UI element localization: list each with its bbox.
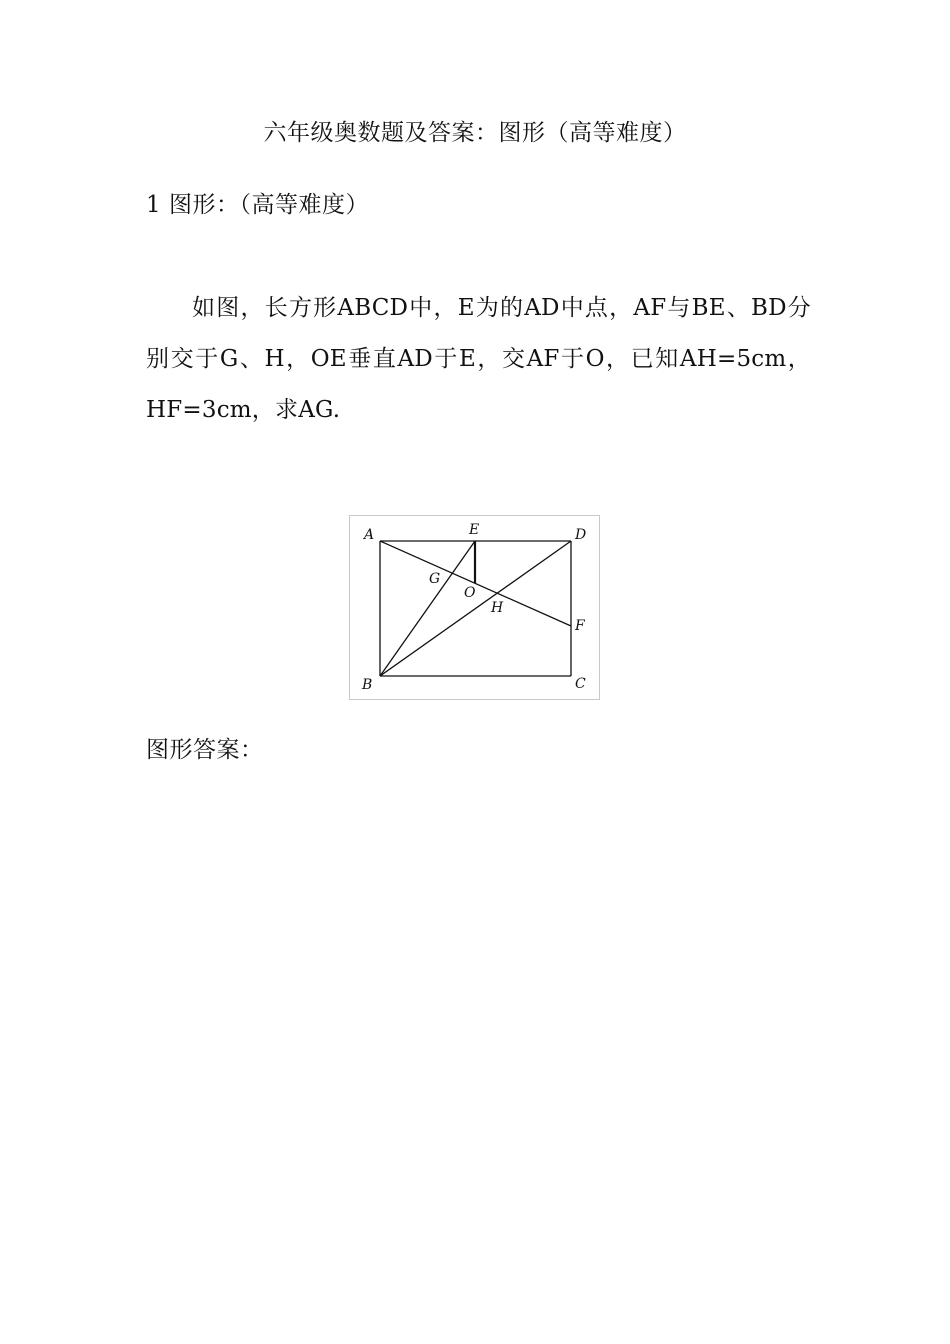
- label-o: O: [464, 585, 476, 601]
- label-b: B: [362, 677, 373, 693]
- section-heading: 1 图形：（高等难度）: [146, 192, 369, 218]
- problem-statement: 如图，长方形ABCD中，E为的AD中点，AF与BE、BD分别交于G、H，OE垂直AD于E，交AF于O，已知AH=5cm，HF=3cm，求AG.: [146, 295, 811, 423]
- label-c: C: [575, 676, 586, 692]
- geometry-figure: [349, 515, 600, 700]
- label-e: E: [469, 522, 480, 538]
- geometry-figure-svg: [350, 516, 601, 701]
- label-g: G: [429, 571, 441, 587]
- label-a: A: [364, 527, 375, 543]
- answer-heading: 图形答案：: [146, 737, 264, 763]
- page-title: 六年级奥数题及答案：图形（高等难度）: [263, 120, 687, 146]
- label-d: D: [575, 527, 587, 543]
- segment-be: [380, 541, 475, 676]
- label-h: H: [491, 600, 504, 616]
- label-f: F: [575, 618, 585, 634]
